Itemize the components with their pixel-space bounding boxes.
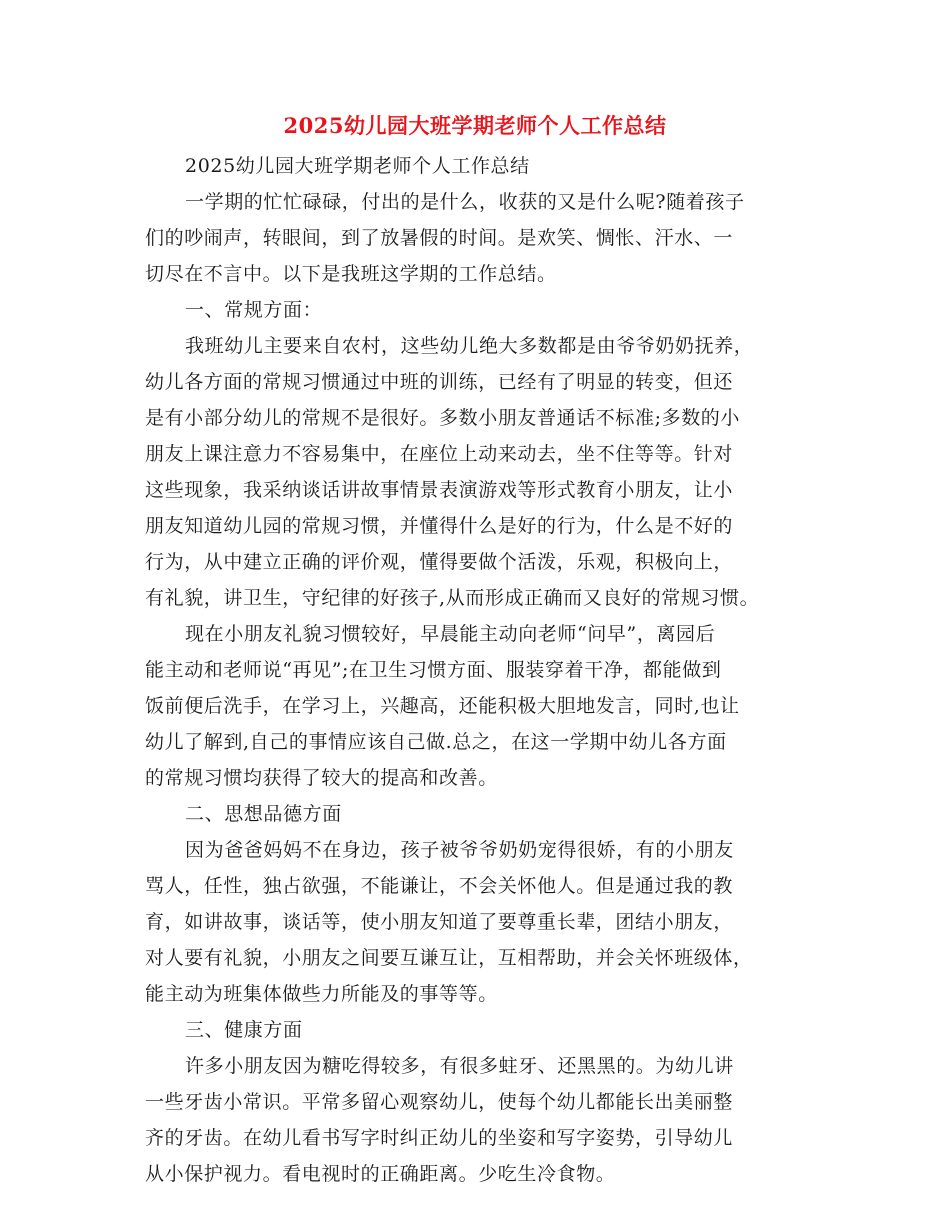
text-line: 饭前便后洗手，在学习上，兴趣高，还能积极大胆地发言，同时,也让	[145, 695, 740, 717]
text-line: 朋友上课注意力不容易集中，在座位上动来动去，坐不住等等。针对	[145, 443, 734, 465]
text-line: 一些牙齿小常识。平常多留心观察幼儿，使每个幼儿都能长出美丽整	[145, 1091, 734, 1113]
text-line: 三、健康方面	[185, 1019, 303, 1041]
text-line: 因为爸爸妈妈不在身边，孩子被爷爷奶奶宠得很娇，有的小朋友	[185, 839, 734, 861]
text-line: 们的吵闹声，转眼间，到了放暑假的时间。是欢笑、惆怅、汗水、一	[145, 227, 734, 249]
text-line: 育，如讲故事，谈话等，使小朋友知道了要尊重长辈，团结小朋友，	[145, 911, 734, 933]
text-line: 能主动和老师说“再见”;在卫生习惯方面、服装穿着干净，都能做到	[145, 659, 722, 681]
text-line: 从小保护视力。看电视时的正确距离。少吃生冷食物。	[145, 1163, 616, 1185]
text-line: 幼儿了解到,自己的事情应该自己做.总之，在这一学期中幼儿各方面	[145, 731, 727, 753]
text-line: 齐的牙齿。在幼儿看书写字时纠正幼儿的坐姿和写字姿势，引导幼儿	[145, 1127, 734, 1149]
text-line: 这些现象，我采纳谈话讲故事情景表演游戏等形式教育小朋友，让小	[145, 479, 734, 501]
text-line: 朋友知道幼儿园的常规习惯，并懂得什么是好的行为，什么是不好的	[145, 515, 734, 537]
text-line: 许多小朋友因为糖吃得较多，有很多蛀牙、还黑黑的。为幼儿讲	[185, 1055, 734, 1077]
text-line: 幼儿各方面的常规习惯通过中班的训练，已经有了明显的转变，但还	[145, 371, 734, 393]
text-line: 的常规习惯均获得了较大的提高和改善。	[145, 767, 498, 789]
text-line: 能主动为班集体做些力所能及的事等等。	[145, 983, 498, 1005]
document-title: 2025幼儿园大班学期老师个人工作总结	[283, 113, 667, 138]
document-body	[145, 148, 815, 1192]
text-line: 行为，从中建立正确的评价观，懂得要做个活泼，乐观，积极向上，	[145, 551, 734, 573]
text-line: 一、常规方面：	[185, 299, 323, 321]
text-line: 我班幼儿主要来自农村，这些幼儿绝大多数都是由爷爷奶奶抚养，	[185, 335, 754, 357]
text-line: 有礼貌，讲卫生，守纪律的好孩子,从而形成正确而又良好的常规习惯。	[145, 587, 760, 609]
text-line: 骂人，任性，独占欲强，不能谦让，不会关怀他人。但是通过我的教	[145, 875, 734, 897]
text-line: 二、思想品德方面	[185, 803, 342, 825]
text-line: 切尽在不言中。以下是我班这学期的工作总结。	[145, 263, 557, 285]
text-line: 是有小部分幼儿的常规不是很好。多数小朋友普通话不标准;多数的小	[145, 407, 741, 429]
text-line: 2025幼儿园大班学期老师个人工作总结	[185, 155, 530, 177]
text-line: 一学期的忙忙碌碌，付出的是什么，收获的又是什么呢?随着孩子	[185, 191, 745, 213]
text-line: 对人要有礼貌，小朋友之间要互谦互让，互相帮助，并会关怀班级体，	[145, 947, 753, 969]
text-line: 现在小朋友礼貌习惯较好，早晨能主动向老师“问早”，离园后	[185, 623, 716, 645]
